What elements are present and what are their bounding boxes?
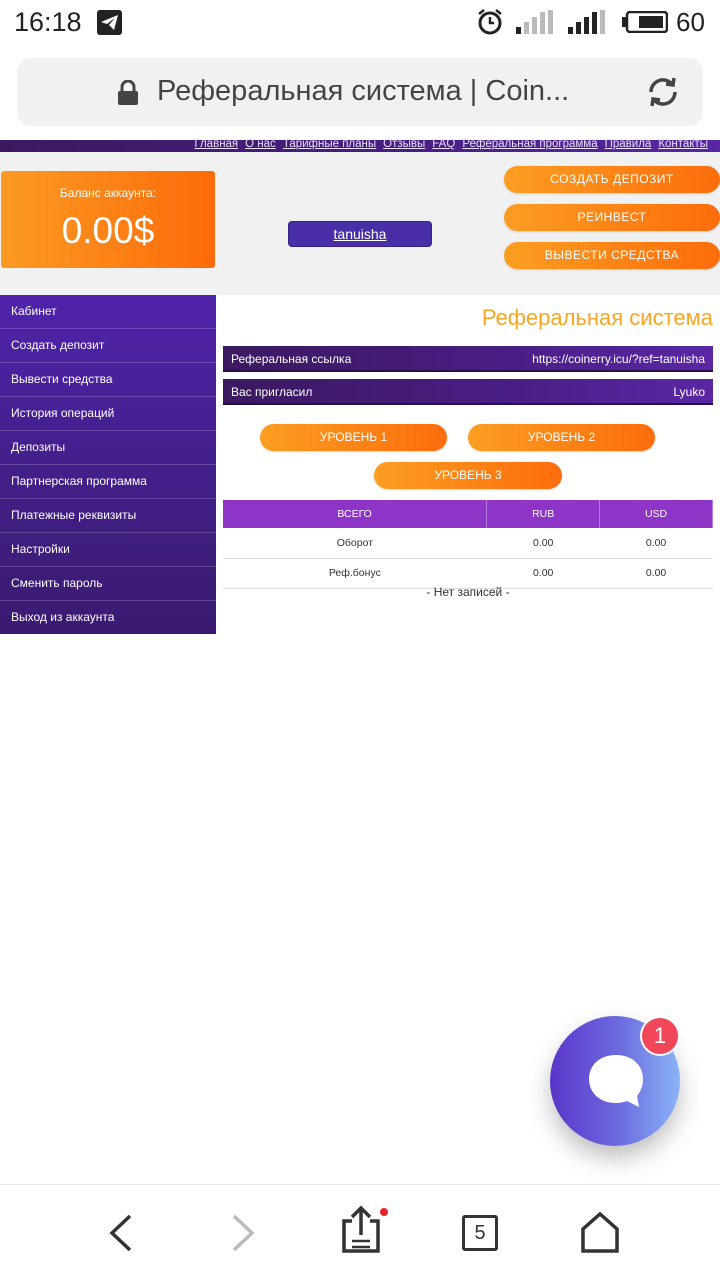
sidebar-item-partner[interactable]: Партнерская программа [0, 465, 216, 499]
row-label: Реф.бонус [223, 558, 487, 588]
nav-link-faq[interactable]: FAQ [432, 138, 456, 150]
url-title: Реферальная система | Coin... [157, 75, 570, 107]
sidebar-item-logout[interactable]: Выход из аккаунта [0, 601, 216, 635]
referral-link-row [223, 346, 713, 372]
sidebar-item-cabinet[interactable]: Кабинет [0, 295, 216, 329]
telegram-icon [97, 10, 122, 35]
level-1-button[interactable]: УРОВЕНЬ 1 [260, 424, 447, 451]
lock-icon [117, 80, 139, 106]
share-icon[interactable] [338, 1205, 392, 1255]
forward-icon[interactable] [228, 1213, 258, 1253]
status-bar [0, 0, 720, 46]
balance-value: 0.00$ [61, 210, 155, 251]
page-title: Реферальная система [481, 305, 713, 330]
tabs-button[interactable]: 5 [462, 1215, 498, 1251]
no-records-text: - Нет записей - [426, 585, 510, 599]
table-row [223, 558, 713, 588]
back-icon[interactable] [106, 1213, 136, 1253]
url-bar[interactable] [17, 58, 703, 126]
status-time: 16:18 [14, 7, 82, 37]
row-rub: 0.00 [487, 558, 600, 588]
sidebar-item-history[interactable]: История операций [0, 397, 216, 431]
referral-stats-table [223, 500, 713, 589]
nav-link-contacts[interactable]: Контакты [658, 138, 708, 150]
create-deposit-button[interactable]: СОЗДАТЬ ДЕПОЗИТ [504, 166, 720, 193]
nav-link-reviews[interactable]: Отзывы [383, 138, 426, 150]
battery-level: 60 [676, 7, 705, 37]
sidebar-item-settings[interactable]: Настройки [0, 533, 216, 567]
nav-link-plans[interactable]: Тарифные планы [282, 138, 377, 150]
referral-link-label: Реферальная ссылка [231, 352, 352, 366]
row-label: Оборот [223, 528, 487, 558]
nav-link-rules[interactable]: Правила [604, 138, 652, 150]
row-usd: 0.00 [600, 558, 713, 588]
row-rub: 0.00 [487, 528, 600, 558]
nav-link-home[interactable]: Главная [194, 138, 239, 150]
level-3-button[interactable]: УРОВЕНЬ 3 [374, 462, 562, 489]
referral-link-value[interactable]: https://coinerry.icu/?ref=tanuisha [532, 352, 705, 366]
sidebar-item-create-deposit[interactable]: Создать депозит [0, 329, 216, 363]
home-icon[interactable] [580, 1211, 620, 1253]
withdraw-button[interactable]: ВЫВЕСТИ СРЕДСТВА [504, 242, 720, 269]
browser-bottom-nav [0, 1184, 720, 1280]
username-button[interactable]: tanuisha [288, 221, 432, 247]
chat-icon [587, 1053, 645, 1109]
reinvest-button[interactable]: РЕИНВЕСТ [504, 204, 720, 231]
col-total: ВСЕГО [223, 500, 487, 528]
sidebar-item-change-password[interactable]: Сменить пароль [0, 567, 216, 601]
top-nav [0, 140, 720, 152]
row-usd: 0.00 [600, 528, 713, 558]
chat-notification-badge: 1 [640, 1016, 680, 1056]
signal-icon [568, 10, 606, 34]
signal-icon [516, 10, 554, 34]
reload-icon[interactable] [645, 74, 681, 110]
table-row [223, 528, 713, 558]
sidebar-item-deposits[interactable]: Депозиты [0, 431, 216, 465]
invited-by-label: Вас пригласил [231, 385, 313, 399]
sidebar-item-withdraw[interactable]: Вывести средства [0, 363, 216, 397]
battery-icon [622, 11, 668, 33]
balance-card [1, 171, 215, 268]
nav-link-about[interactable]: О нас [245, 138, 276, 150]
alarm-icon [476, 8, 504, 36]
col-rub: RUB [487, 500, 600, 528]
account-header [0, 152, 720, 295]
invited-by-value: Lyuko [673, 385, 705, 399]
balance-label: Баланс аккаунта: [59, 186, 157, 200]
invited-by-row [223, 379, 713, 405]
level-2-button[interactable]: УРОВЕНЬ 2 [468, 424, 655, 451]
sidebar-menu [0, 295, 216, 634]
nav-link-referral[interactable]: Реферальная программа [462, 138, 598, 150]
col-usd: USD [600, 500, 713, 528]
sidebar-item-payment-details[interactable]: Платежные реквизиты [0, 499, 216, 533]
